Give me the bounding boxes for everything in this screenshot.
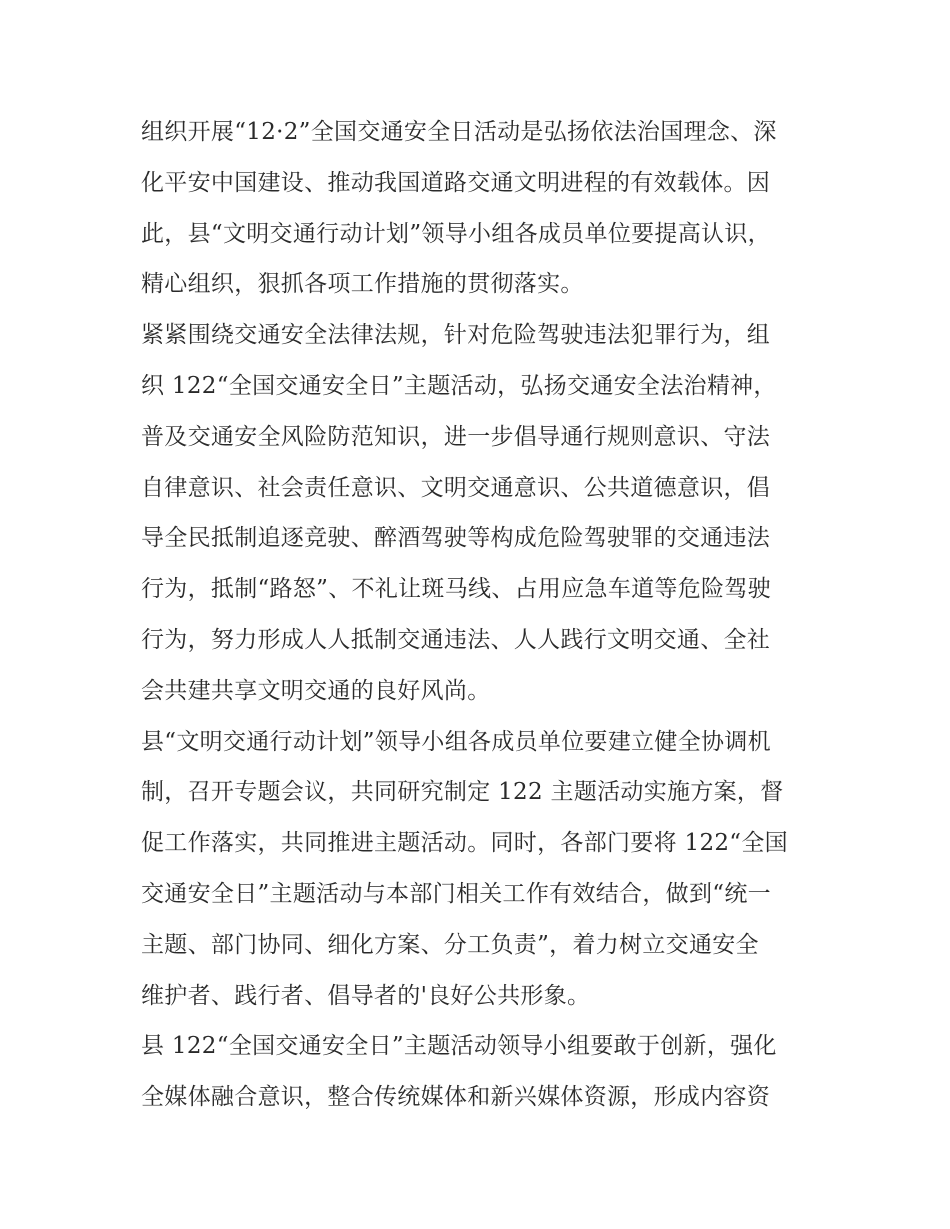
text-line: 导全民抵制追逐竞驶、醉酒驾驶等构成危险驾驶罪的交通违法 bbox=[141, 525, 771, 552]
text-line: 组织开展“12·2”全国交通安全日活动是弘扬依法治国理念、深 bbox=[141, 119, 777, 145]
text-line: 行为，努力形成人人抵制交通违法、人人践行文明交通、全社 bbox=[141, 626, 771, 653]
text-line: 促工作落实，共同推进主题活动。同时，各部门要将 122“全国 bbox=[141, 830, 788, 857]
text-line: 织 122“全国交通安全日”主题活动，弘扬交通安全法治精神， bbox=[141, 372, 777, 399]
text-line: 会共建共享文明交通的良好风尚。 bbox=[141, 677, 491, 704]
text-line: 化平安中国建设、推动我国道路交通文明进程的有效载体。因 bbox=[141, 169, 771, 196]
text-line: 全媒体融合意识，整合传统媒体和新兴媒体资源，形成内容资 bbox=[141, 1084, 771, 1111]
text-line: 主题、部门协同、细化方案、分工负责”，着力树立交通安全 bbox=[141, 931, 759, 958]
text-line: 交通安全日”主题活动与本部门相关工作有效结合，做到“统一 bbox=[141, 880, 771, 907]
text-line: 普及交通安全风险防范知识，进一步倡导通行规则意识、守法 bbox=[141, 423, 771, 450]
text-line: 制，召开专题会议，共同研究制定 122 主题活动实施方案，督 bbox=[141, 779, 784, 806]
text-line: 县“文明交通行动计划”领导小组各成员单位要建立健全协调机 bbox=[141, 728, 771, 755]
text-line: 县 122“全国交通安全日”主题活动领导小组要敢于创新，强化 bbox=[141, 1033, 777, 1060]
text-line: 自律意识、社会责任意识、文明交通意识、公共道德意识，倡 bbox=[141, 474, 771, 501]
text-line: 维护者、践行者、倡导者的'良好公共形象。 bbox=[141, 982, 591, 1009]
text-line: 此，县“文明交通行动计划”领导小组各成员单位要提高认识， bbox=[141, 220, 771, 247]
text-line: 精心组织，狠抓各项工作措施的贯彻落实。 bbox=[141, 271, 584, 298]
text-line: 行为，抵制“路怒”、不礼让斑马线、占用应急车道等危险驾驶 bbox=[141, 576, 771, 603]
text-line: 紧紧围绕交通安全法律法规，针对危险驾驶违法犯罪行为，组 bbox=[141, 322, 771, 349]
document-body bbox=[141, 107, 817, 1123]
